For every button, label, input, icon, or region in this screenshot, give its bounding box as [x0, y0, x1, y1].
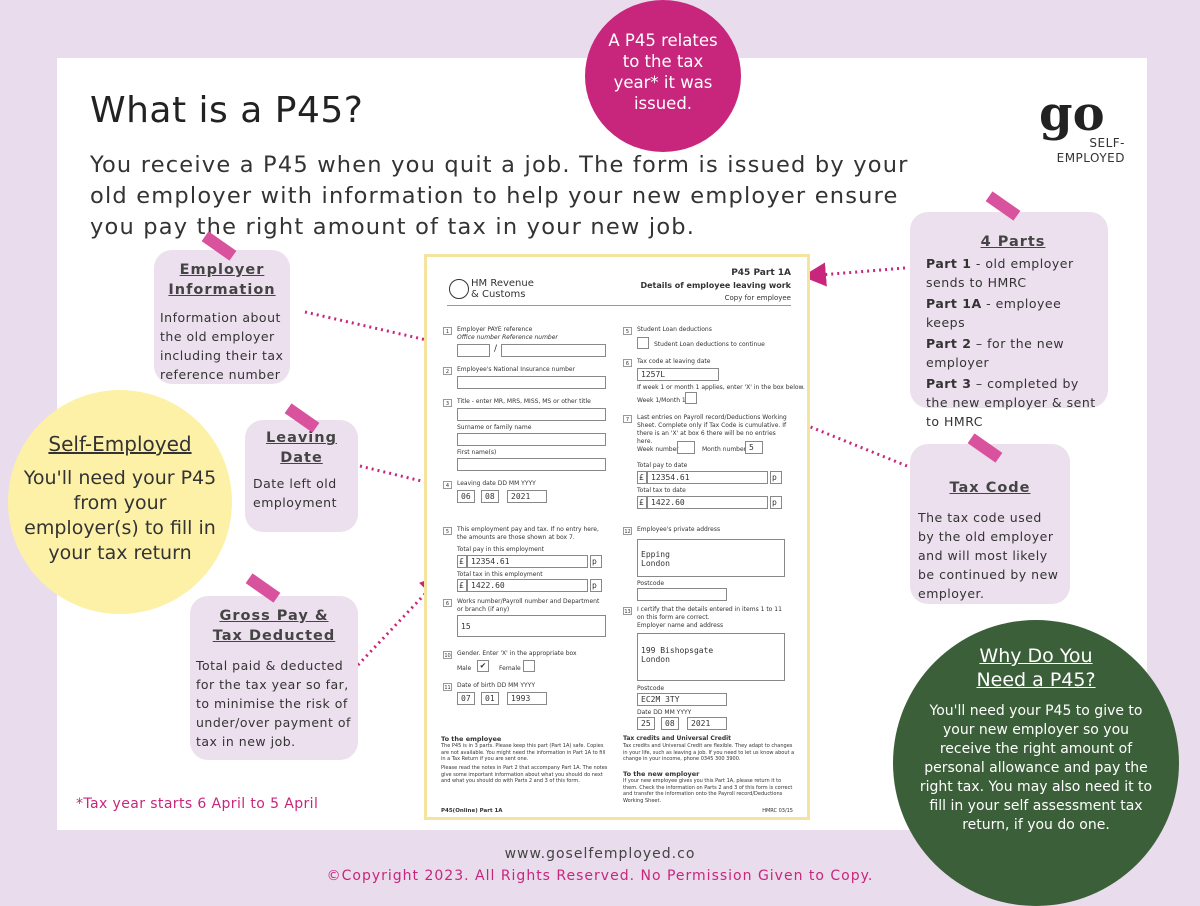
s6-note: If week 1 or month 1 applies, enter 'X' in the box below.	[637, 384, 805, 391]
why-p45-circle	[893, 620, 1179, 906]
f5-pay-label: Total pay in this employment	[457, 546, 545, 553]
why-body: You'll need your P45 to give to your new employer so you receive the right amount of personal allowance and pay the right tax. You may also need it to fill in your self assessment tax return, if you do one.	[919, 703, 1153, 833]
employer-card-body: Information about the old employer including their tax reference number	[160, 310, 284, 382]
f5-pay-pound: £	[457, 555, 467, 568]
office-number-field[interactable]	[457, 344, 490, 357]
intro-text: You receive a P45 when you quit a job. The form is issued by your old employer with information to help your new employer ensure you pay the right amount of tax in your new job.	[90, 152, 909, 240]
f5-pay-field[interactable]: 12354.61	[467, 555, 588, 568]
dob-dd-field[interactable]: 07	[457, 692, 475, 705]
num-6b: 6	[623, 359, 632, 367]
logo-mark: go	[1039, 86, 1105, 142]
leave-dd-field[interactable]: 06	[457, 490, 475, 503]
footer-copyright: ©Copyright 2023. All Rights Reserved. No Permission Given to Copy.	[326, 868, 874, 884]
leaving-card-heading-1: Leaving	[266, 430, 337, 446]
s7-pay-pound: £	[637, 471, 647, 484]
ni-number-field[interactable]	[457, 376, 606, 389]
surname-field[interactable]	[457, 433, 606, 446]
num-5b: 5	[623, 327, 632, 335]
first-name-field[interactable]	[457, 458, 606, 471]
employer-card-heading-2: Information	[168, 282, 276, 298]
gross-card-heading-1: Gross Pay &	[219, 608, 329, 624]
emp-addr-line-2: London	[641, 655, 670, 664]
new-employer-heading: To the new employer	[623, 770, 700, 778]
s7-label: Last entries on Payroll record/Deductions Working Sheet. Complete only if Tax Code is cumulative. If there is an 'X' at box 6 there will be no entries here.	[637, 414, 787, 445]
f5-pay-pence: p	[590, 555, 602, 568]
logo-line-2: EMPLOYED	[1056, 151, 1125, 165]
student-loan-checkbox[interactable]	[637, 337, 649, 349]
title-field[interactable]	[457, 408, 606, 421]
form-subtitle: Details of employee leaving work	[640, 281, 791, 290]
s5-sub: Student Loan deductions to continue	[654, 341, 765, 348]
leaving-date-card	[245, 420, 358, 532]
s7-pay-field[interactable]: 12354.61	[647, 471, 768, 484]
emp-addr-line-1: 199 Bishopsgate	[641, 646, 714, 655]
four-parts-card	[910, 212, 1108, 429]
form-org-2: & Customs	[471, 289, 526, 300]
s7-tax-label: Total tax to date	[637, 487, 686, 494]
p45-form	[424, 254, 810, 820]
s12-label: Employee's private address	[637, 526, 721, 533]
month-number-label: Month number	[702, 446, 747, 453]
to-employee-text-2: Please read the notes in Part 2 that accompany Part 1A. The notes give some important information about what you should do next and what you should do with Parts 2 and 3 of this form.	[441, 765, 608, 784]
week1-checkbox[interactable]	[685, 392, 697, 404]
parts-card-heading: 4 Parts	[980, 234, 1046, 250]
f3-surname: Surname or family name	[457, 424, 532, 431]
form-foot-left: P45(Online) Part 1A	[441, 808, 503, 814]
self-employed-circle	[8, 390, 232, 614]
num-1: 1	[443, 327, 452, 335]
employer-card-heading-1: Employer	[179, 262, 265, 278]
f5-tax-label: Total tax in this employment	[457, 571, 543, 578]
female-label: Female	[499, 665, 521, 672]
parts-item-3: Part 2 – for the new employer	[926, 336, 1065, 370]
male-label: Male	[457, 665, 472, 672]
s6-week: Week 1/Month 1	[637, 397, 686, 404]
s7-pay-label: Total pay to date	[637, 462, 688, 469]
num-13: 13	[624, 609, 631, 615]
s13-label: I certify that the details entered in items 1 to 11 on this form are correct.	[637, 606, 782, 621]
leaving-card-heading-2: Date	[280, 450, 323, 466]
form-org-1: HM Revenue	[471, 278, 534, 289]
num-11: 11	[444, 685, 451, 691]
date-dd-field[interactable]: 25	[637, 717, 655, 730]
dob-mm-field[interactable]: 01	[481, 692, 499, 705]
form-foot-right: HMRC 03/15	[762, 808, 793, 814]
month-number-field[interactable]: 5	[745, 441, 763, 454]
form-divider	[447, 305, 791, 306]
date-mm-field[interactable]: 08	[661, 717, 679, 730]
arrow-parts	[808, 268, 905, 276]
week-number-label: Week number	[637, 446, 679, 453]
num-5: 5	[443, 527, 452, 535]
leave-yyyy-field[interactable]: 2021	[507, 490, 547, 503]
num-2: 2	[443, 367, 452, 375]
gross-card-body: Total paid & deducted for the tax year so far, to minimise the risk of under/over payment of tax in new job.	[196, 658, 351, 749]
logo-line-1: SELF-	[1089, 136, 1125, 150]
tax-code-field[interactable]: 1257L	[637, 368, 719, 381]
parts-item-1: Part 1 - old employer sends to HMRC	[926, 256, 1074, 290]
f3-first: First name(s)	[457, 449, 497, 456]
leave-mm-field[interactable]: 08	[481, 490, 499, 503]
s6-label: Tax code at leaving date	[637, 358, 711, 365]
f5-tax-pound: £	[457, 579, 467, 592]
tax-code-card	[910, 444, 1070, 604]
num-3: 3	[443, 399, 452, 407]
female-checkbox[interactable]	[523, 660, 535, 672]
why-heading-2: Need a P45?	[976, 669, 1096, 691]
f6-label: Works number/Payroll number and Department or branch (if any)	[457, 598, 600, 613]
num-10: 10	[444, 653, 451, 659]
f1-sub: Office number Reference number	[457, 334, 558, 341]
why-heading-1: Why Do You	[979, 645, 1093, 667]
parts-item-4: Part 3 – completed by the new employer & sent to HMRC	[926, 376, 1096, 429]
f11-label: Date of birth DD MM YYYY	[457, 682, 536, 689]
to-employee-text: The P45 is in 3 parts. Please keep this part (Part 1A) safe. Copies are not available. You might need the information in Part 1A to fill in a Tax Return if you are sent one.	[441, 743, 606, 762]
employer-info-card	[154, 250, 290, 384]
f1-label: Employer PAYE reference	[457, 326, 533, 333]
addr-line-2: London	[641, 559, 670, 568]
s5-label: Student Loan deductions	[637, 326, 712, 333]
s13-sub: Employer name and address	[637, 622, 724, 629]
form-part-title: P45 Part 1A	[731, 268, 791, 278]
employer-address-field[interactable]	[637, 633, 785, 681]
f4-label: Leaving date DD MM YYYY	[457, 480, 536, 487]
form-copy-label: Copy for employee	[724, 294, 791, 302]
leaving-card-body: Date left old employment	[253, 476, 338, 510]
f5-tax-pence: p	[590, 579, 602, 592]
f5-tax-field[interactable]: 1422.60	[467, 579, 588, 592]
slash: /	[494, 344, 498, 354]
tax-year-bubble-text: A P45 relates to the tax year* it was issued.	[608, 31, 718, 113]
num-12: 12	[624, 529, 631, 535]
f3-label: Title - enter MR, MRS, MISS, MS or other title	[457, 398, 591, 405]
works-number-field[interactable]: 15	[457, 615, 606, 637]
f10-label: Gender. Enter 'X' in the appropriate box	[457, 650, 577, 657]
f5-label: This employment pay and tax. If no entry here, the amounts are those shown at box 7.	[457, 526, 599, 541]
num-4: 4	[443, 481, 452, 489]
s7-tax-field[interactable]: 1422.60	[647, 496, 768, 509]
emp-postcode-label: Postcode	[637, 685, 665, 692]
date-yyyy-field[interactable]: 2021	[687, 717, 727, 730]
num-6: 6	[443, 599, 452, 607]
dob-yyyy-field[interactable]: 1993	[507, 692, 547, 705]
gross-pay-card	[190, 596, 358, 760]
credits-heading: Tax credits and Universal Credit	[623, 735, 732, 742]
taxcode-card-heading: Tax Code	[949, 480, 1031, 496]
addr-line-1: Epping	[641, 550, 670, 559]
tax-year-note: *Tax year starts 6 April to 5 April	[76, 796, 319, 812]
footer-url[interactable]: www.goselfemployed.co	[504, 846, 696, 862]
employer-postcode-field[interactable]: EC2M 3TY	[637, 693, 727, 706]
s7-tax-pound: £	[637, 496, 647, 509]
gross-card-heading-2: Tax Deducted	[212, 628, 336, 644]
self-employed-body: You'll need your P45 from your employer(s) to fill in your tax return	[23, 467, 217, 564]
self-employed-heading: Self-Employed	[48, 432, 192, 456]
parts-item-2: Part 1A - employee keeps	[926, 296, 1062, 330]
private-postcode-field[interactable]	[637, 588, 727, 601]
to-employee-heading: To the employee	[441, 735, 502, 743]
taxcode-card-body: The tax code used by the old employer and will most likely be continued by new employer.	[918, 510, 1059, 601]
s7-pay-pence: p	[770, 471, 782, 484]
male-checkbox[interactable]: ✔	[477, 660, 489, 672]
crest-icon	[449, 279, 469, 299]
week-number-field[interactable]	[677, 441, 695, 454]
date-label: Date DD MM YYYY	[637, 709, 692, 716]
page-title: What is a P45?	[90, 90, 364, 131]
s7-tax-pence: p	[770, 496, 782, 509]
postcode-label: Postcode	[637, 580, 665, 587]
private-address-field[interactable]	[637, 539, 785, 577]
reference-number-field[interactable]	[501, 344, 606, 357]
new-employer-text: If your new employee gives you this Part 1A, please return it to them. Check the information on Parts 2 and 3 of this form is correct and transfer the information onto the Payroll record/Deductions Working Sheet.	[623, 778, 793, 804]
f2-label: Employee's National Insurance number	[457, 366, 576, 373]
num-7: 7	[623, 415, 632, 423]
credits-text: Tax credits and Universal Credit are flexible. They adapt to changes in your life, such as leaving a job. If you need to let us know about a change in your income, phone 0345 300 3900.	[623, 743, 795, 762]
